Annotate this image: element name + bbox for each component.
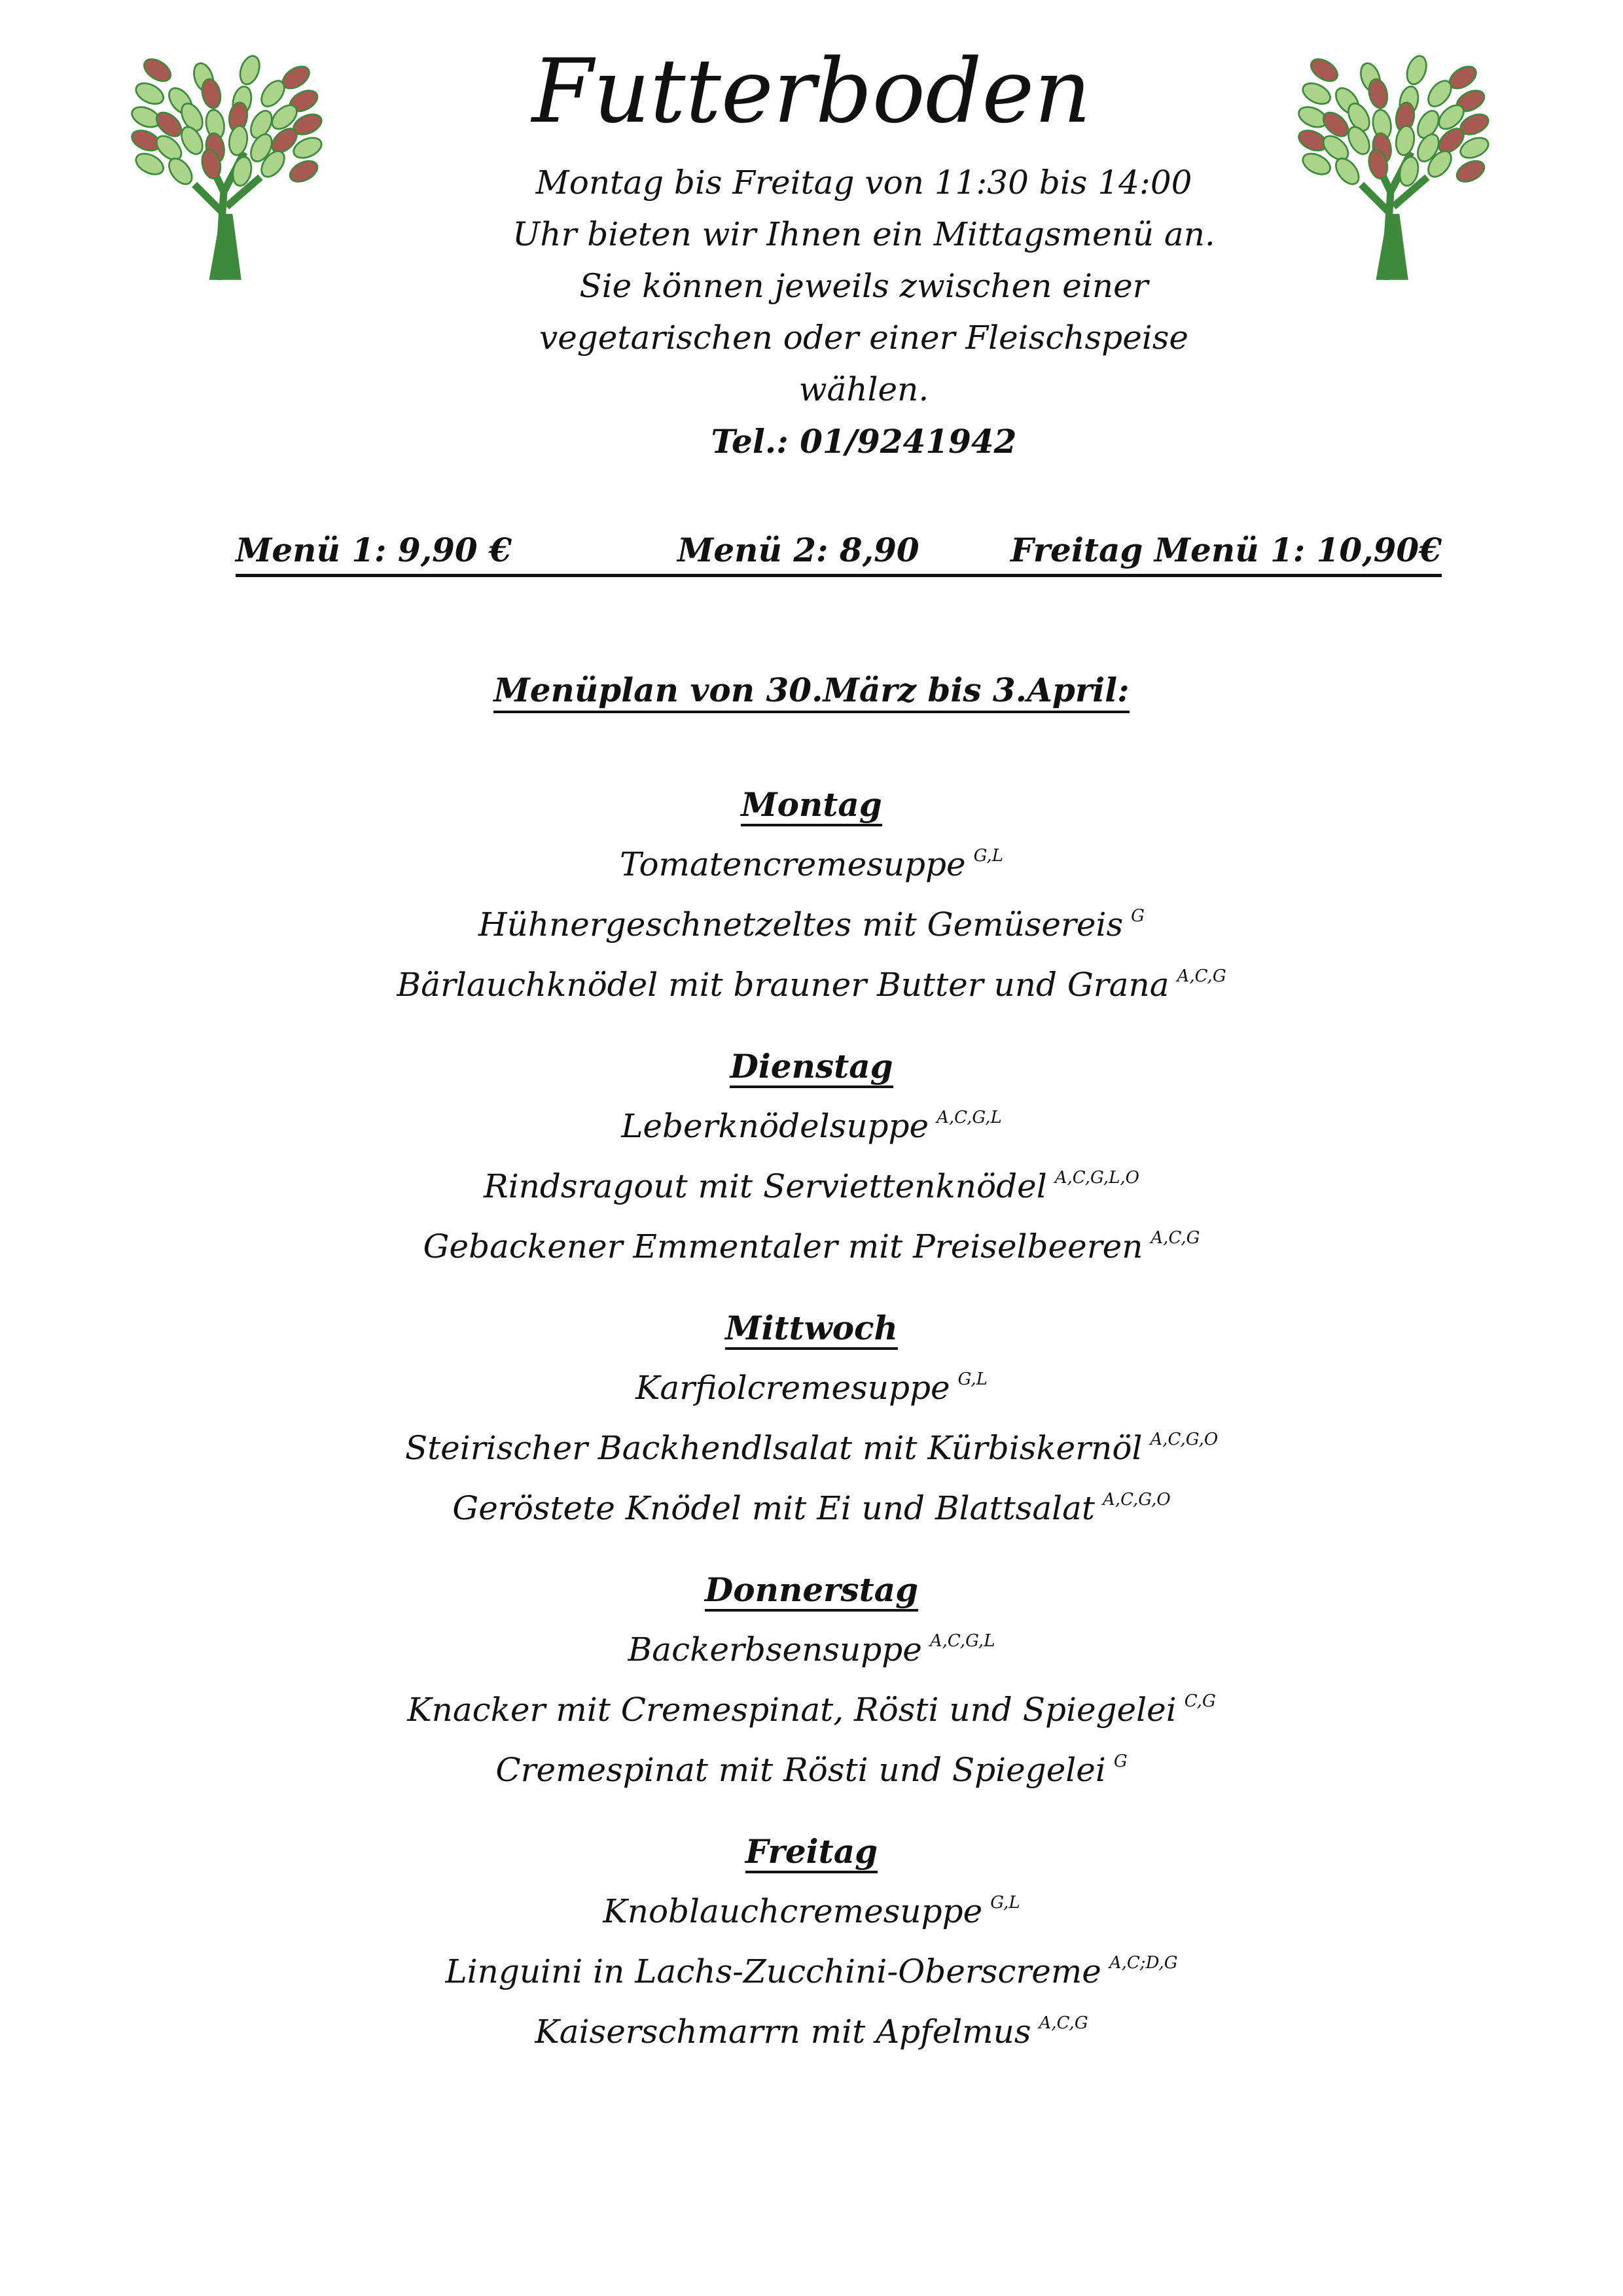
menu-plan-title-text: Menüplan von 30.März bis 3.April: (493, 671, 1129, 713)
allergen-codes: G,L (973, 846, 1003, 866)
dish-name: Linguini in Lachs-Zucchini-Oberscreme (445, 1952, 1101, 1990)
dish-item (0, 1414, 1623, 1474)
dish-item (0, 1212, 1623, 1273)
dish-item (0, 1998, 1623, 2058)
dish-name: Geröstete Knödel mit Ei und Blattsalat (452, 1489, 1096, 1527)
price-menu1: Menü 1: 9,90 € (236, 531, 512, 569)
price-friday-menu1: Freitag Menü 1: 10,90€ (1010, 531, 1442, 569)
dish-name: Bärlauchknödel mit brauner Butter und Grana (397, 966, 1169, 1004)
dish-name: Gebackener Emmentaler mit Preiselbeeren (423, 1227, 1143, 1265)
day-section-montag (0, 779, 1623, 1011)
day-section-mittwoch (0, 1302, 1623, 1534)
price-bar (236, 527, 1442, 577)
dish-item (0, 1937, 1623, 1998)
dish-name: Backerbsensuppe (628, 1631, 922, 1669)
allergen-codes: C,G (1184, 1691, 1216, 1711)
intro-text (419, 157, 1309, 467)
dish-item (0, 1092, 1623, 1152)
allergen-codes: A,C,G,O (1150, 1430, 1219, 1449)
restaurant-title: Futterboden (531, 40, 1092, 143)
allergen-codes: G (1131, 906, 1145, 926)
day-heading (0, 779, 1623, 830)
dish-item (0, 830, 1623, 891)
allergen-codes: A,C,G,L,O (1054, 1168, 1139, 1188)
price-menu2: Menü 2: 8,90 (677, 531, 919, 569)
dish-item (0, 951, 1623, 1011)
day-heading (0, 1564, 1623, 1616)
day-section-freitag (0, 1826, 1623, 2058)
dish-item (0, 891, 1623, 951)
day-name: Dienstag (730, 1047, 893, 1088)
dish-item (0, 1877, 1623, 1937)
dish-name: Leberknödelsuppe (621, 1107, 929, 1145)
allergen-codes: A,C,G,O (1103, 1490, 1171, 1510)
dish-name: Knacker mit Cremespinat, Rösti und Spiegelei (407, 1691, 1177, 1729)
allergen-codes: A,C,G,L (936, 1108, 1002, 1127)
allergen-codes: G,L (990, 1893, 1020, 1913)
day-name: Montag (741, 785, 882, 826)
dish-item (0, 1616, 1623, 1676)
dish-item (0, 1354, 1623, 1414)
dish-name: Tomatencremesuppe (619, 845, 966, 883)
dish-name: Karfiolcremesuppe (635, 1369, 950, 1407)
allergen-codes: G,L (957, 1369, 988, 1389)
phone-number: Tel.: 01/9241942 (711, 422, 1017, 461)
day-heading (0, 1302, 1623, 1354)
allergen-codes: A,C,G (1150, 1228, 1200, 1248)
day-name: Donnerstag (705, 1570, 918, 1612)
intro-line: Uhr bieten wir Ihnen ein Mittagsmenü an. (512, 215, 1215, 253)
allergen-codes: A,C,G,L (929, 1631, 995, 1651)
allergen-codes: A,C,G (1039, 2013, 1088, 2033)
intro-line: vegetarischen oder einer Fleischspeise (539, 319, 1189, 357)
allergen-codes: A,C,G (1177, 966, 1226, 986)
menu-plan-title (0, 671, 1623, 709)
dish-item (0, 1152, 1623, 1212)
intro-line: wählen. (798, 370, 929, 408)
dish-item (0, 1474, 1623, 1534)
allergen-codes: A,C;D,G (1109, 1953, 1178, 1973)
allergen-codes: G (1113, 1752, 1128, 1771)
intro-line: Montag bis Freitag von 11:30 bis 14:00 (535, 164, 1192, 202)
dish-name: Knoblauchcremesuppe (603, 1892, 983, 1930)
day-name: Freitag (745, 1832, 878, 1873)
day-name: Mittwoch (725, 1309, 898, 1350)
day-section-dienstag (0, 1040, 1623, 1273)
day-section-donnerstag (0, 1564, 1623, 1796)
dish-name: Steirischer Backhendlsalat mit Kürbiskernöl (404, 1429, 1143, 1467)
dish-item (0, 1676, 1623, 1736)
dish-name: Cremespinat mit Rösti und Spiegelei (495, 1751, 1106, 1789)
dish-name: Rindsragout mit Serviettenknödel (484, 1167, 1047, 1205)
day-heading (0, 1826, 1623, 1877)
intro-line: Sie können jeweils zwischen einer (579, 267, 1149, 305)
dish-name: Hühnergeschnetzeltes mit Gemüsereis (478, 906, 1124, 944)
day-heading (0, 1040, 1623, 1092)
dish-name: Kaiserschmarrn mit Apfelmus (535, 2013, 1031, 2051)
dish-item (0, 1736, 1623, 1796)
